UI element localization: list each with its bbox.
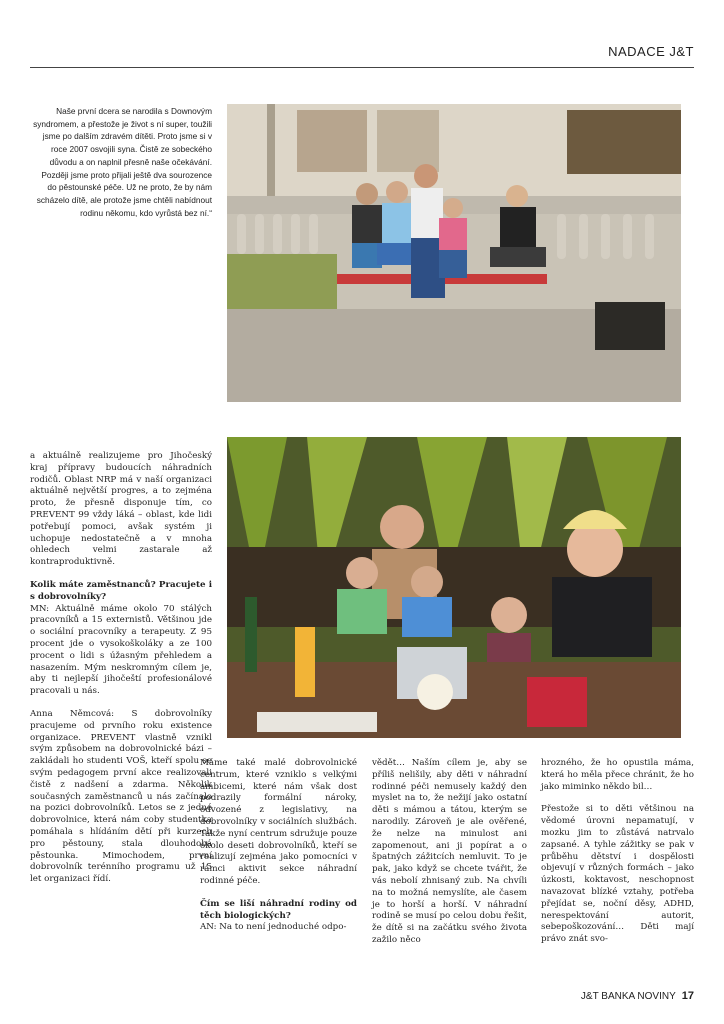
publication-name: J&T BANKA NOVINY: [580, 991, 676, 1002]
paragraph: MN: Aktuálně máme okolo 70 stálých pracovníků a 15 externistů. Většinou jde o sociální pracovníky a terapeuty. Z 95 procent jde o vysokoškoláky a ze 100 procent o lidi s úžasným přehledem a nasazením. Mým neskromným cílem je, aby ti nejlepší jihočeští profesionálové pracovali u nás.: [30, 603, 212, 697]
family-restaurant-photo: [227, 437, 681, 738]
pull-quote: Naše první dcera se narodila s Downovým syndromem, a přestože je život s ní super, toužili jsme po dalším zdravém dítěti. Proto jsme si v roce 2007 osvojili syna. Čistě ze sobeckého důvodu a on naplnil přesně naše očekávání. Později jsme proto přijali ještě dva sourozence do pěstounské péče. Už ne proto, že by nám scházelo dítě, ale protože jsme chtěli nabídnout rodinu někomu, kdo vyrůstá bez ní.“: [33, 106, 212, 218]
paragraph: hrozného, že ho opustila máma, která ho měla přece chránit, že ho jako miminko někdo bil…: [541, 758, 694, 792]
family-bench-photo: [227, 104, 681, 402]
page-footer: [581, 990, 694, 1002]
paragraph: vědět… Naším cílem je, aby se příliš nelišily, aby děti v náhradní rodinné péči nemusely každý den myslet na to, že nežijí jako ostatní děti s mámou a tátou, kterým se narodily. Zároveň je ale ověřené, že nelze na minulost ani zapomenout, ani ji popírat a o špatných zážitcích nemluvit. To je pak, jako když se chcete tvářit, že vás nebolí zhnisaný zub. Na chvíli na to možná nemyslíte, ale časem je to horší a horší. V náhradní rodině se musí po celou dobu řešit, že dítě si na začátku svého života zažilo něco: [372, 758, 527, 945]
interview-question: Kolik máte zaměstnanců? Pracujete i s dobrovolníky?: [30, 579, 212, 602]
page-number: 17: [681, 990, 694, 1002]
article-column-2: [200, 758, 357, 934]
section-title: NADACE J&T: [608, 44, 694, 59]
article-column-1: [30, 451, 212, 886]
article-column-4: [541, 758, 694, 946]
paragraph: Anna Němcová: S dobrovolníky pracujeme od prvního roku existence organizace. PREVENT vlastně vznikl svým způsobem na dobrovolnické bázi – zakládali ho studenti VOŠ, kteří spolu se svým pedagogem první akce realizovali čistě z nadšení a zdarma. Několik současných zaměstnanců u nás začínalo na pozici dobrovolníků. Letos se z jedné dobrovolnice, která nám coby studentka pomáhala s hlídáním dětí při kurzech pro pěstouny, stala dlouhodobá pěstounka. Mimochodem, první dobrovolník terénního programu už 15 let organizaci řídí.: [30, 708, 212, 885]
header-divider: [30, 67, 694, 68]
interview-question: Čím se liší náhradní rodiny od těch biologických?: [200, 898, 357, 921]
article-column-3: [372, 758, 527, 947]
paragraph: a aktuálně realizujeme pro Jihočeský kraj přípravy budoucích náhradních rodičů. Oblast NRP má v naší organizaci aktuálně největší progres, a to zejména proto, že přesně disponuje tím, co PREVENT 99 vždy láká – oblast, kde lidi potřebují pomoci, avšak systém ji uchopuje nedostatečně a v mnoha ohledech velmi zastarale až kontraproduktivně.: [30, 451, 212, 568]
paragraph: AN: Na to není jednoduché odpo-: [200, 922, 347, 933]
paragraph: Přestože si to děti většinou na vědomé úrovni nepamatují, v mozku jim to zůstává natrvalo zapsané. A tyhle zážitky se pak v průběhu dětství i dospělosti objevují v různých formách – jako úzkosti, koktavost, neschopnost navazovat blízké vztahy, potřeba přejídat se, noční děsy, ADHD, nerespektování autorit, sebepoškozování… Děti mají právo znát svo-: [541, 804, 694, 945]
paragraph: Máme také malé dobrovolnické centrum, které vzniklo s velkými ambicemi, které nám však dost podrazily formální nároky, odvozené z legislativy, na dobrovolníky v sociálních službách. Takže nyní centrum sdružuje pouze okolo deseti dobrovolníků, kteří se realizují zejména jako pomocníci v rámci aktivit sekce náhradní rodinné péče.: [200, 758, 357, 886]
